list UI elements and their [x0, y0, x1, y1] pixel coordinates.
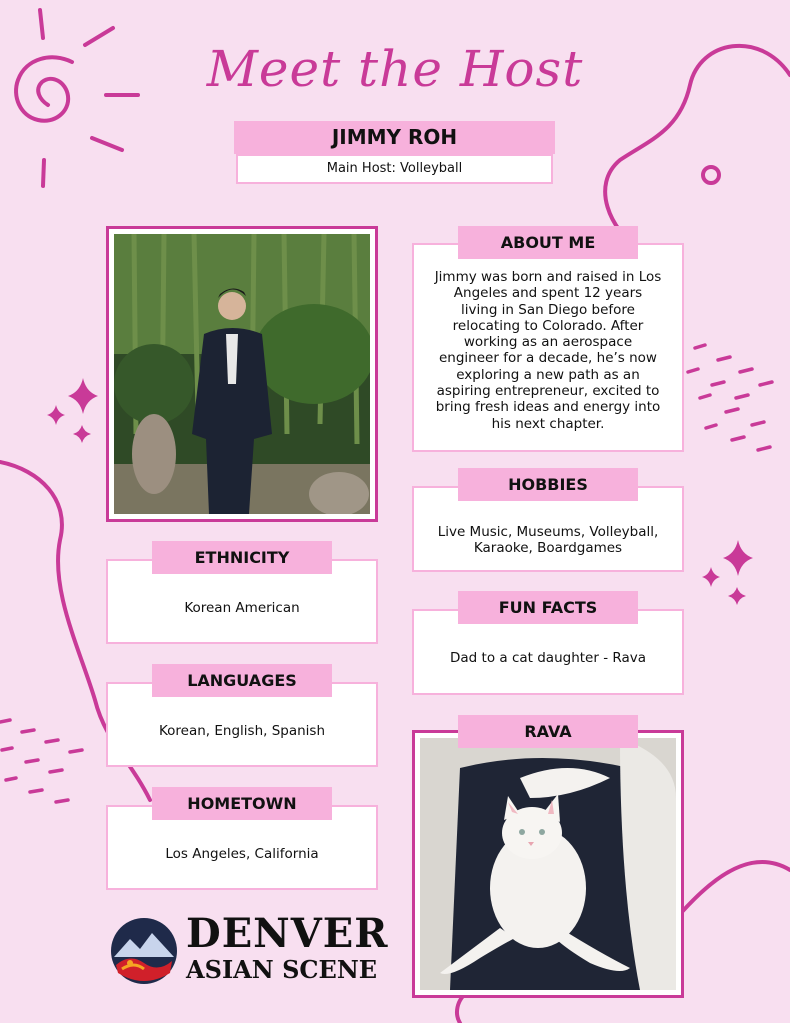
rava-photo [412, 730, 684, 998]
hometown-label: HOMETOWN [152, 787, 332, 820]
rava-photo-image [420, 738, 676, 990]
hobbies-label: HOBBIES [458, 468, 638, 501]
fun-facts-text: Dad to a cat daughter - Rava [450, 650, 646, 666]
logo-denver: DENVER [186, 910, 389, 957]
about-label: ABOUT ME [458, 226, 638, 259]
ethnicity-text: Korean American [184, 599, 300, 616]
page-title: Meet the Host [206, 40, 584, 98]
logo-asian-scene: ASIAN SCENE [186, 955, 378, 984]
dragon-logo-icon [110, 917, 178, 985]
about-card [412, 243, 684, 452]
host-photo [106, 226, 378, 522]
hometown-text: Los Angeles, California [165, 845, 319, 862]
host-role: Main Host: Volleyball [236, 154, 553, 184]
hobbies-text: Live Music, Museums, Volleyball, Karaoke, Boardgames [437, 524, 659, 556]
languages-text: Korean, English, Spanish [158, 722, 326, 739]
about-text: Jimmy was born and raised in Los Angeles and spent 12 years living in San Diego before relocating to Colorado. After working as an aerospace engineer for a decade, he’s now exploring a new path as an aspiring entrepreneur, excited to bring fresh ideas and energy into his next chapter. [434, 269, 662, 432]
ethnicity-label: ETHNICITY [152, 541, 332, 574]
host-photo-image [114, 234, 370, 514]
rava-label: RAVA [458, 715, 638, 748]
fun-facts-label: FUN FACTS [458, 591, 638, 624]
host-name: JIMMY ROH [234, 121, 555, 154]
languages-label: LANGUAGES [152, 664, 332, 697]
